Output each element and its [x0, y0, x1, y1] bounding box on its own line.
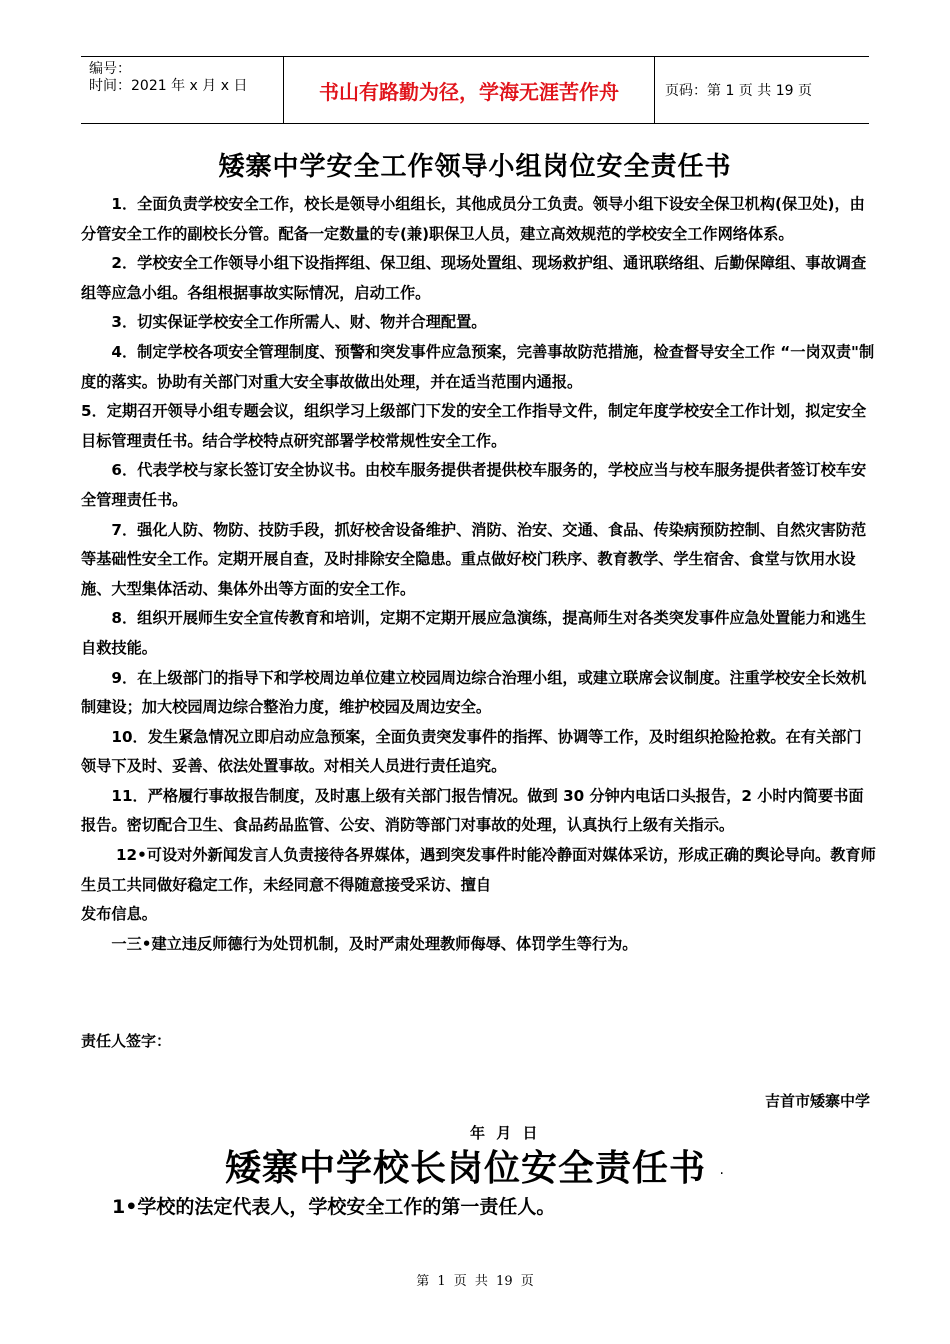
second-item-1: 1•学校的法定代表人，学校安全工作的第一责任人。	[112, 1196, 556, 1218]
paragraph-9: 9．在上级部门的指导下和学校周边单位建立校园周边综合治理小组，或建立联席会议制度。注重学校安全长效机制建设；加大校园周边综合整治力度，维护校园及周边安全。	[81, 668, 867, 717]
document-time-label: 时间：2021 年 x 月 x 日	[89, 78, 248, 94]
paragraph-4: 4．制定学校各项安全管理制度、预警和突发事件应急预案，完善事故防范措施，检查督导安全工作 “一岗双责"制度的落实。协助有关部门对重大安全事故做出处理，并在适当范围内通报。	[81, 342, 875, 391]
second-title-mark: .	[719, 1162, 725, 1178]
header-table	[81, 56, 869, 124]
header-left-cell	[81, 57, 283, 123]
paragraph-12-continued: 发布信息。	[81, 905, 157, 924]
paragraph-7: 7．强化人防、物防、技防手段，抓好校舍设备维护、消防、治安、交通、食品、传染病预防控制、自然灾害防范等基础性安全工作。定期开展自查，及时排除安全隐患。重点做好校门秩序、教育教学、学生宿舍、食堂与饮用水设施、大型集体活动、集体外出等方面的安全工作。	[81, 520, 867, 598]
document-title: 矮寨中学安全工作领导小组岗位安全责任书	[218, 152, 732, 182]
signature-label: 责任人签字：	[81, 1032, 172, 1050]
paragraph-1: 1．全面负责学校安全工作，校长是领导小组组长，其他成员分工负责。领导小组下设安全保卫机构(保卫处)，由分管安全工作的副校长分管。配备一定数量的专(兼)职保卫人员，建立高效规范的学校安全工作网络体系。	[81, 195, 865, 243]
second-title	[0, 1140, 950, 1191]
paragraph-13: 一三•建立违反师德行为处罚机制，及时严肃处理教师侮辱、体罚学生等行为。	[111, 934, 638, 953]
header-page-info: 页码：第 1 页 共 19 页	[665, 83, 812, 99]
page-footer: 第 1 页 共 19 页	[416, 1274, 534, 1289]
paragraph-12: 12•可设对外新闻发言人负责接待各界媒体，遇到突发事件时能冷静面对媒体采访，形成正确的舆论导向。教育师生员工共同做好稳定工作，未经同意不得随意接受采访、擅自	[81, 846, 876, 894]
header-motto: 书山有路勤为径，学海无涯苦作舟	[283, 57, 655, 123]
paragraph-2: 2．学校安全工作领导小组下设指挥组、保卫组、现场处置组、现场救护组、通讯联络组、后勤保障组、事故调查组等应急小组。各组根据事故实际情况，启动工作。	[81, 254, 867, 302]
paragraph-5: 5．定期召开领导小组专题会议，组织学习上级部门下发的安全工作指导文件，制定年度学校安全工作计划，拟定安全目标管理责任书。结合学校特点研究部署学校常规性安全工作。	[81, 402, 867, 450]
paragraph-8: 8．组织开展师生安全宣传教育和培训，定期不定期开展应急演练，提高师生对各类突发事件应急处置能力和逃生自救技能。	[81, 609, 867, 657]
school-name: 吉首市矮寨中学	[764, 1092, 870, 1110]
paragraph-10: 10．发生紧急情况立即启动应急预案，全面负责突发事件的指挥、协调等工作，及时组织抢险抢救。在有关部门领导下及时、妥善、依法处置事故。对相关人员进行责任追究。	[81, 727, 862, 776]
document-body	[81, 190, 876, 959]
paragraph-6: 6．代表学校与家长签订安全协议书。由校车服务提供者提供校车服务的，学校应当与校车服务提供者签订校车安全管理责任书。	[81, 461, 867, 509]
paragraph-11: 11．严格履行事故报告制度，及时惠上级有关部门报告情况。做到 30 分钟内电话口头报告，2 小时内简要书面报告。密切配合卫生、食品药品监管、公安、消防等部门对事故的处理，认真执行上级有关指示。	[81, 786, 864, 835]
second-title-text: 矮寨中学校长岗位安全责任书	[224, 1148, 706, 1189]
paragraph-3: 3．切实保证学校安全工作所需人、财、物并合理配置。	[111, 313, 487, 332]
document-number-label: 编号：	[89, 61, 131, 77]
date-line: 年 月 日	[470, 1124, 541, 1142]
